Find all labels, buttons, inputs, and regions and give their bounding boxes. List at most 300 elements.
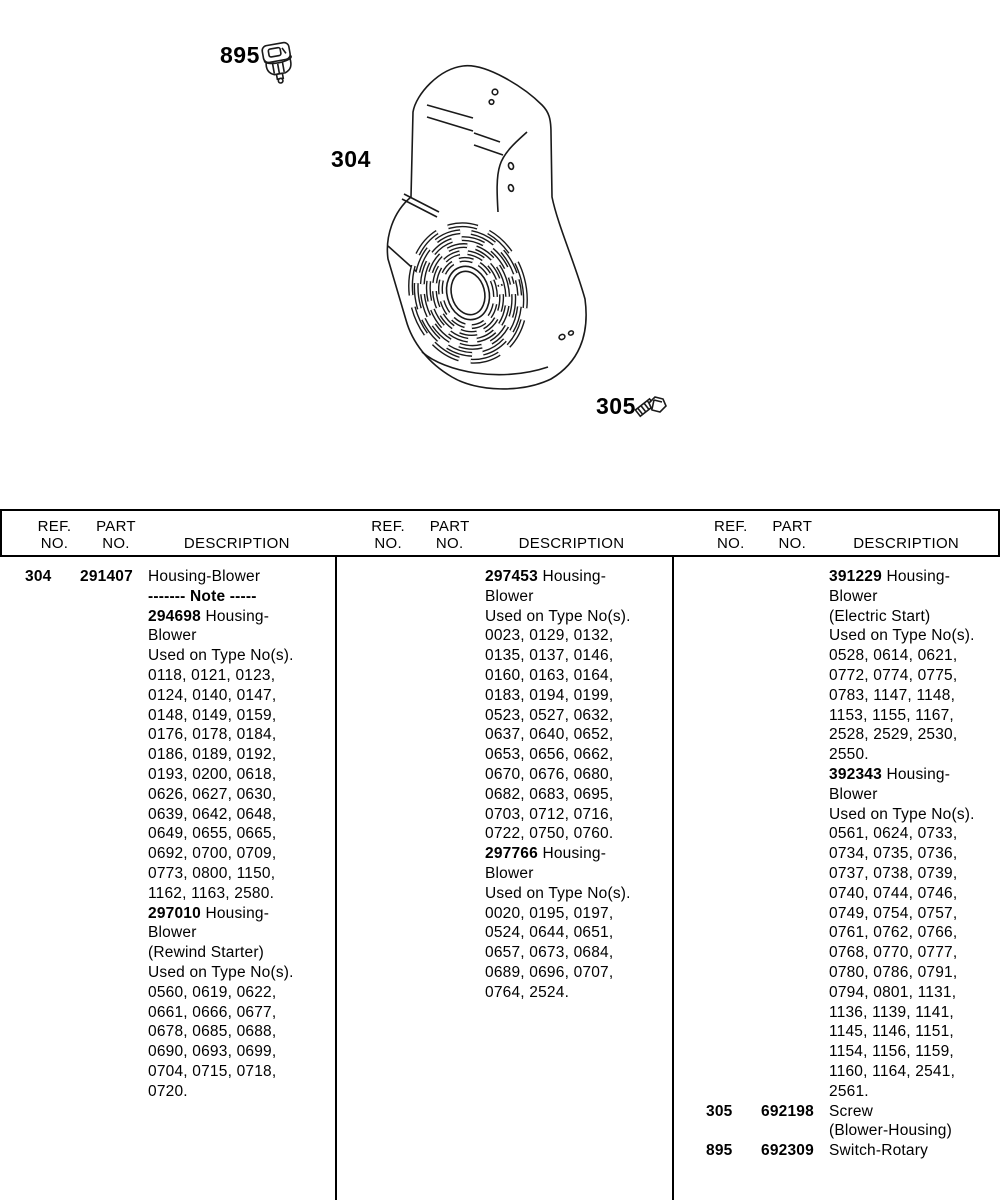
description-cell: 1154, 1156, 1159, [829, 1043, 954, 1061]
part-no-cell [80, 785, 148, 805]
ref-no-cell [706, 805, 761, 825]
part-no-cell [80, 943, 148, 963]
description-cell: 0523, 0527, 0632, [485, 706, 614, 724]
part-no-cell [417, 725, 485, 745]
description-cell: 1160, 1164, 2541, [829, 1062, 956, 1080]
description-cell: Switch-Rotary [829, 1142, 929, 1160]
ref-no-cell [25, 706, 80, 726]
part-no-cell [80, 824, 148, 844]
ref-no-cell [362, 963, 417, 983]
part-no-cell [417, 963, 485, 983]
part-no-cell [80, 607, 148, 627]
ref-no-cell [25, 686, 80, 706]
description-cell: 0682, 0683, 0695, [485, 785, 614, 803]
table-row [674, 725, 1000, 745]
ref-no-cell [362, 785, 417, 805]
description-cell: 0670, 0676, 0680, [485, 765, 614, 783]
table-row [337, 646, 672, 666]
table-row [674, 587, 1000, 607]
description-cell: 0720. [148, 1082, 188, 1100]
part-no-cell [80, 646, 148, 666]
part-no-cell [761, 745, 829, 765]
ref-no-cell [25, 1082, 80, 1102]
description-cell: 0737, 0738, 0739, [829, 864, 958, 882]
table-row [0, 805, 335, 825]
ref-no-cell [706, 904, 761, 924]
description-cell: 0689, 0696, 0707, [485, 963, 614, 981]
description-cell: Blower [485, 864, 534, 882]
ref-no-cell [25, 884, 80, 904]
table-row [0, 765, 335, 785]
ref-no-cell [25, 1062, 80, 1082]
table-row [674, 844, 1000, 864]
part-no-cell [80, 725, 148, 745]
ref-no-cell [706, 1121, 761, 1141]
ref-no-cell [25, 607, 80, 627]
part-no-cell [417, 884, 485, 904]
part-no-cell [761, 1082, 829, 1102]
table-row [674, 1121, 1000, 1141]
description-cell: 0661, 0666, 0677, [148, 1003, 277, 1021]
part-no-cell [80, 686, 148, 706]
table-row [674, 923, 1000, 943]
table-row [337, 923, 672, 943]
table-row [337, 963, 672, 983]
table-row [674, 646, 1000, 666]
ref-no-cell [362, 666, 417, 686]
table-row [674, 805, 1000, 825]
ref-no-cell [706, 686, 761, 706]
screw-icon [635, 397, 666, 416]
part-no-cell [417, 805, 485, 825]
part-no-cell [761, 943, 829, 963]
description-cell: 0639, 0642, 0648, [148, 805, 277, 823]
part-no-cell [761, 725, 829, 745]
description-cell: 0780, 0786, 0791, [829, 963, 958, 981]
ref-no-cell [706, 646, 761, 666]
table-row [0, 1003, 335, 1023]
part-no-cell [761, 824, 829, 844]
description-cell: Housing-Blower [148, 568, 261, 585]
table-row [0, 963, 335, 983]
table-row [0, 706, 335, 726]
ref-no-header: REF. NO. [37, 518, 72, 552]
ref-no-cell [25, 824, 80, 844]
part-no-cell [417, 785, 485, 805]
part-no-cell [80, 1082, 148, 1102]
description-cell: Blower [485, 587, 534, 605]
description-cell: 1136, 1139, 1141, [829, 1003, 954, 1021]
description-cell: 0183, 0194, 0199, [485, 686, 614, 704]
part-no-cell [761, 904, 829, 924]
table-column-1 [0, 557, 335, 1102]
description-cell: Screw [829, 1102, 874, 1120]
description-cell: 0118, 0121, 0123, [148, 666, 276, 684]
table-row [0, 864, 335, 884]
ref-no-cell: 895 [706, 1142, 733, 1160]
ref-no-cell [706, 567, 761, 587]
table-row [337, 567, 672, 587]
part-no-cell [417, 765, 485, 785]
part-no-cell [80, 765, 148, 785]
table-row [0, 607, 335, 627]
description-cell: 0657, 0673, 0684, [485, 944, 614, 962]
ref-no-cell [362, 706, 417, 726]
part-no-header: PART NO. [772, 518, 813, 552]
part-no-cell [761, 646, 829, 666]
ref-no-cell [25, 587, 80, 607]
description-cell: 0160, 0163, 0164, [485, 666, 614, 684]
part-no-cell [761, 963, 829, 983]
ref-no-cell [706, 765, 761, 785]
part-no-cell: 692198 [761, 1102, 814, 1120]
part-no-cell [80, 666, 148, 686]
ref-no-cell [362, 904, 417, 924]
description-cell: Blower [148, 924, 197, 942]
description-cell: Used on Type No(s). [485, 884, 631, 902]
ref-no-cell [362, 884, 417, 904]
part-no-cell [761, 567, 829, 587]
table-row [674, 706, 1000, 726]
description-header: DESCRIPTION [518, 534, 625, 552]
ref-no-cell [706, 587, 761, 607]
callout-304: 304 [331, 146, 371, 172]
table-row [0, 884, 335, 904]
ref-no-cell [706, 983, 761, 1003]
description-cell: 0703, 0712, 0716, [485, 805, 614, 823]
part-no-cell [761, 666, 829, 686]
part-no-cell [417, 904, 485, 924]
description-cell: Used on Type No(s). [148, 647, 294, 665]
part-no-cell [80, 884, 148, 904]
table-row [674, 1102, 1000, 1122]
ref-no-cell [25, 963, 80, 983]
part-no-cell [761, 805, 829, 825]
table-row [0, 686, 335, 706]
part-no-cell [761, 626, 829, 646]
description-cell: 2550. [829, 746, 869, 764]
part-no-cell [761, 1042, 829, 1062]
part-no-cell [417, 646, 485, 666]
table-row [674, 904, 1000, 924]
ref-no-cell [706, 923, 761, 943]
description-cell: (Electric Start) [829, 607, 931, 625]
part-no-cell [417, 824, 485, 844]
description-cell: Used on Type No(s). [485, 607, 631, 625]
table-row [674, 1003, 1000, 1023]
description-cell: 0524, 0644, 0651, [485, 924, 614, 942]
part-no-cell [80, 805, 148, 825]
description-cell: Used on Type No(s). [829, 805, 975, 823]
table-row [337, 844, 672, 864]
description-cell: 392343 Housing- [829, 765, 951, 783]
ref-no-cell [706, 1082, 761, 1102]
table-row [337, 706, 672, 726]
description-cell: 0749, 0754, 0757, [829, 904, 958, 922]
table-row [674, 666, 1000, 686]
description-cell: 0772, 0774, 0775, [829, 666, 958, 684]
ref-no-cell [362, 864, 417, 884]
description-cell: 0023, 0129, 0132, [485, 627, 614, 645]
part-no-cell [417, 666, 485, 686]
part-no-cell [80, 904, 148, 924]
part-no-cell [761, 864, 829, 884]
table-row [674, 1141, 1000, 1161]
column-divider [335, 509, 337, 1200]
description-cell: 0124, 0140, 0147, [148, 686, 277, 704]
description-cell: 0794, 0801, 1131, [829, 983, 957, 1001]
ref-no-cell [25, 1003, 80, 1023]
ref-no-cell [25, 983, 80, 1003]
ref-no-cell [362, 923, 417, 943]
description-cell: ------- Note ----- [148, 587, 257, 605]
table-row [0, 567, 335, 587]
part-no-cell [761, 1003, 829, 1023]
ref-no-cell [362, 983, 417, 1003]
table-row [0, 904, 335, 924]
description-header: DESCRIPTION [853, 534, 960, 552]
ref-no-cell [362, 646, 417, 666]
ref-no-cell [362, 824, 417, 844]
table-row [0, 745, 335, 765]
blower-housing-illustration [0, 0, 1000, 500]
part-no-cell [417, 587, 485, 607]
ref-no-cell [706, 1003, 761, 1023]
ref-no-cell [25, 765, 80, 785]
part-no-cell [80, 983, 148, 1003]
ref-no-header: REF. NO. [371, 518, 406, 552]
table-row [337, 904, 672, 924]
description-cell: 0148, 0149, 0159, [148, 706, 277, 724]
description-cell: Blower [829, 785, 878, 803]
table-row [337, 765, 672, 785]
table-row [674, 864, 1000, 884]
ref-no-cell [362, 567, 417, 587]
description-cell: 1153, 1155, 1167, [829, 706, 954, 724]
ref-no-cell [362, 725, 417, 745]
ref-no-cell [25, 805, 80, 825]
table-row [674, 745, 1000, 765]
description-cell: (Rewind Starter) [148, 944, 265, 962]
ref-no-header: REF. NO. [713, 518, 748, 552]
part-no-cell [80, 626, 148, 646]
part-no-cell [80, 1003, 148, 1023]
table-row [0, 943, 335, 963]
part-no-cell [417, 864, 485, 884]
ref-no-cell: 305 [706, 1102, 733, 1120]
table-row [0, 1042, 335, 1062]
table-row [337, 785, 672, 805]
ref-no-cell [706, 1022, 761, 1042]
description-cell: 1145, 1146, 1151, [829, 1023, 954, 1041]
description-cell: 0740, 0744, 0746, [829, 884, 958, 902]
table-row [674, 765, 1000, 785]
ref-no-cell [706, 844, 761, 864]
description-cell: 0528, 0614, 0621, [829, 647, 958, 665]
table-row [674, 943, 1000, 963]
description-cell: 0690, 0693, 0699, [148, 1043, 277, 1061]
ref-no-cell [25, 745, 80, 765]
description-cell: 391229 Housing- [829, 568, 951, 585]
ref-no-cell [25, 626, 80, 646]
callout-895: 895 [220, 42, 260, 68]
table-header-col-1 [2, 511, 336, 555]
description-cell: Used on Type No(s). [829, 627, 975, 645]
ref-no-cell [25, 725, 80, 745]
description-header: DESCRIPTION [183, 534, 290, 552]
part-no-cell [761, 844, 829, 864]
table-row [674, 626, 1000, 646]
table-row [337, 725, 672, 745]
ref-no-cell [706, 1062, 761, 1082]
description-cell: 2561. [829, 1082, 869, 1100]
description-cell: 297453 Housing- [485, 568, 607, 585]
description-cell: 0186, 0189, 0192, [148, 746, 277, 764]
ref-no-cell [362, 844, 417, 864]
table-row [0, 1022, 335, 1042]
part-no-cell [80, 844, 148, 864]
part-no-cell: 692309 [761, 1142, 814, 1160]
part-no-cell [80, 706, 148, 726]
table-row [0, 923, 335, 943]
part-no-cell [417, 923, 485, 943]
table-row [337, 587, 672, 607]
part-no-cell [80, 963, 148, 983]
part-no-cell [761, 785, 829, 805]
table-row [337, 943, 672, 963]
ref-no-cell [706, 943, 761, 963]
description-cell: 0704, 0715, 0718, [148, 1062, 277, 1080]
table-row [337, 824, 672, 844]
part-no-cell [761, 607, 829, 627]
part-no-cell [761, 983, 829, 1003]
part-no-header: PART NO. [429, 518, 470, 552]
part-no-cell [417, 943, 485, 963]
ref-no-cell [25, 923, 80, 943]
table-row [0, 587, 335, 607]
part-no-cell [80, 923, 148, 943]
part-no-cell [80, 587, 148, 607]
table-row [0, 785, 335, 805]
ref-no-cell [706, 963, 761, 983]
ref-no-cell [362, 626, 417, 646]
table-row [674, 1042, 1000, 1062]
table-row [337, 745, 672, 765]
part-no-cell [761, 923, 829, 943]
table-row [0, 1082, 335, 1102]
ref-no-cell [25, 844, 80, 864]
ref-no-cell [706, 824, 761, 844]
table-row [674, 607, 1000, 627]
ref-no-cell: 304 [25, 568, 52, 585]
description-cell: Used on Type No(s). [148, 963, 294, 981]
description-cell: 297766 Housing- [485, 845, 607, 863]
description-cell: 0734, 0735, 0736, [829, 845, 958, 863]
description-cell: 1162, 1163, 2580. [148, 884, 275, 902]
description-cell: 0626, 0627, 0630, [148, 785, 277, 803]
table-row [337, 983, 672, 1003]
ref-no-cell [706, 725, 761, 745]
table-row [674, 983, 1000, 1003]
part-no-cell [80, 1062, 148, 1082]
description-cell: 0560, 0619, 0622, [148, 983, 277, 1001]
description-cell: 0135, 0137, 0146, [485, 647, 614, 665]
ref-no-cell [25, 1042, 80, 1062]
ref-no-cell [25, 785, 80, 805]
column-divider [672, 509, 674, 1200]
part-no-cell [761, 1022, 829, 1042]
description-cell: 0653, 0656, 0662, [485, 746, 614, 764]
table-row [337, 666, 672, 686]
blower-housing-drawing [387, 66, 586, 389]
table-row [0, 824, 335, 844]
description-cell: 0768, 0770, 0777, [829, 944, 958, 962]
table-row [337, 607, 672, 627]
part-no-cell: 291407 [80, 568, 133, 585]
description-cell: 0561, 0624, 0733, [829, 825, 958, 843]
part-no-cell [761, 706, 829, 726]
table-row [0, 666, 335, 686]
rotary-switch-icon [261, 42, 295, 85]
ref-no-cell [706, 864, 761, 884]
description-cell: 0722, 0750, 0760. [485, 825, 614, 843]
ref-no-cell [362, 805, 417, 825]
table-header-col-2 [336, 511, 672, 555]
part-no-cell [417, 626, 485, 646]
table-header [0, 509, 1000, 557]
ref-no-cell [706, 745, 761, 765]
ref-no-cell [362, 765, 417, 785]
description-cell: 0783, 1147, 1148, [829, 686, 956, 704]
table-row [337, 626, 672, 646]
table-header-col-3 [671, 511, 998, 555]
description-cell: 0649, 0655, 0665, [148, 825, 277, 843]
table-row [0, 626, 335, 646]
description-cell: Blower [829, 587, 878, 605]
part-no-cell [761, 1062, 829, 1082]
part-no-cell [761, 686, 829, 706]
ref-no-cell [362, 587, 417, 607]
description-cell: 0637, 0640, 0652, [485, 726, 614, 744]
table-row [674, 963, 1000, 983]
table-row [0, 844, 335, 864]
table-row [674, 1022, 1000, 1042]
ref-no-cell [25, 646, 80, 666]
part-no-cell [417, 983, 485, 1003]
table-row [337, 805, 672, 825]
ref-no-cell [362, 943, 417, 963]
callout-305: 305 [596, 393, 636, 419]
ref-no-cell [25, 904, 80, 924]
description-cell: 0761, 0762, 0766, [829, 924, 958, 942]
table-row [0, 725, 335, 745]
description-cell: 0773, 0800, 1150, [148, 864, 276, 882]
table-row [337, 686, 672, 706]
part-no-cell [80, 1042, 148, 1062]
ref-no-cell [706, 1042, 761, 1062]
part-no-cell [80, 1022, 148, 1042]
description-cell: 0176, 0178, 0184, [148, 726, 277, 744]
description-cell: 294698 Housing- [148, 607, 270, 625]
description-cell: 0692, 0700, 0709, [148, 845, 277, 863]
part-no-cell [417, 607, 485, 627]
ref-no-cell [25, 864, 80, 884]
part-no-cell [417, 745, 485, 765]
ref-no-cell [362, 745, 417, 765]
description-cell: 0193, 0200, 0618, [148, 765, 277, 783]
table-row [674, 1082, 1000, 1102]
description-cell: 297010 Housing- [148, 904, 270, 922]
